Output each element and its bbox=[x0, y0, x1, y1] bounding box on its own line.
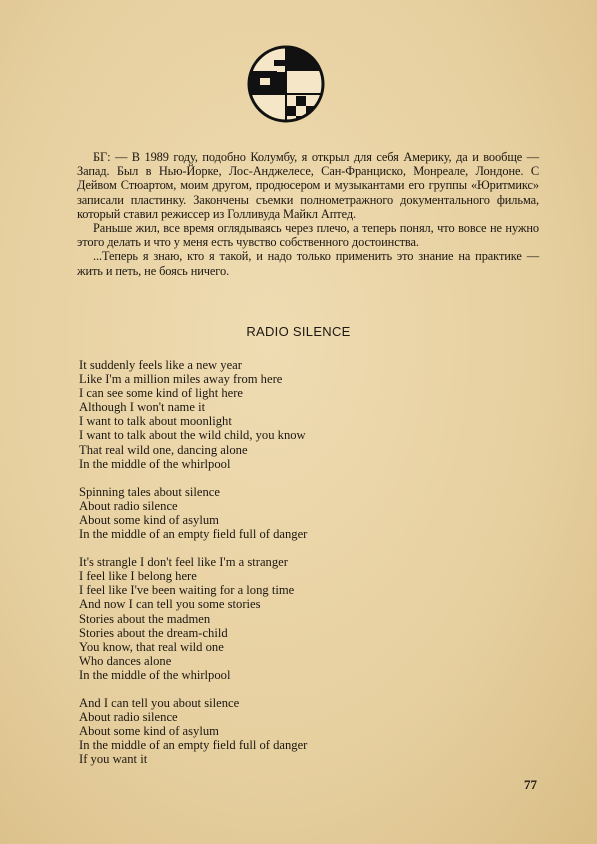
stanza bbox=[79, 485, 499, 541]
poem-line: And I can tell you about silence bbox=[79, 695, 240, 710]
poem-line: I feel like I belong here bbox=[79, 569, 197, 584]
poem-line: About radio silence bbox=[79, 498, 178, 513]
poem-line: Spinning tales about silence bbox=[79, 484, 220, 499]
poem-line: In the middle of the whirlpool bbox=[79, 667, 231, 682]
poem-title: RADIO SILENCE bbox=[246, 324, 351, 339]
poem-line: Like I'm a million miles away from here bbox=[79, 372, 283, 387]
page-number: 77 bbox=[524, 777, 537, 792]
poem-line: I feel like I've been waiting for a long time bbox=[79, 583, 295, 598]
poem-line: It's strangle I don't feel like I'm a stranger bbox=[79, 555, 288, 570]
intro-paragraph: БГ: — В 1989 году, подобно Колумбу, я открыл для себя Америку, да и вообще — Запад. Был в Нью-Йорке, Лос-Анджелесе, Сан-Франциско, Монреале, Лондоне. С Дейвом Стюартом, моим другом, продюсером и музыкантами его группы «Юритмикс» записали пластинку. Закончены съемки полнометражного документального фильма, который ставил режиссер из Голливуда Майкл Аптед. bbox=[77, 150, 539, 221]
poem-line: I want to talk about moonlight bbox=[79, 414, 232, 429]
poem-line: Although I won't name it bbox=[79, 400, 206, 415]
poem-line: I want to talk about the wild child, you know bbox=[79, 428, 306, 443]
stanza bbox=[79, 696, 499, 766]
poem-line: I can see some kind of light here bbox=[79, 386, 244, 401]
poem-line: It suddenly feels like a new year bbox=[79, 358, 242, 372]
emblem-icon bbox=[246, 44, 326, 124]
poem-line: And now I can tell you some stories bbox=[79, 597, 261, 612]
poem-line: Stories about the madmen bbox=[79, 611, 211, 626]
intro-paragraph: Раньше жил, все время оглядываясь через плечо, а теперь понял, что вовсе не нужно этого делать и что у меня есть чувство собственного достоинства. bbox=[77, 221, 539, 250]
poem-line: In the middle of an empty field full of danger bbox=[79, 527, 308, 542]
intro-paragraph: ...Теперь я знаю, кто я такой, и надо только применить это знание на практике — жить и петь, не боясь ничего. bbox=[77, 249, 539, 278]
poem-line: If you want it bbox=[79, 752, 148, 767]
poem-line: In the middle of the whirlpool bbox=[79, 456, 231, 471]
intro-text bbox=[77, 150, 539, 278]
poem bbox=[79, 358, 499, 780]
poem-line: About some kind of asylum bbox=[79, 724, 219, 739]
stanza bbox=[79, 555, 499, 682]
poem-line: Who dances alone bbox=[79, 653, 172, 668]
poem-line: That real wild one, dancing alone bbox=[79, 442, 248, 457]
poem-line: Stories about the dream-child bbox=[79, 625, 228, 640]
poem-line: In the middle of an empty field full of danger bbox=[79, 738, 308, 753]
poem-line: About radio silence bbox=[79, 710, 178, 725]
poem-line: About some kind of asylum bbox=[79, 512, 219, 527]
stanza bbox=[79, 358, 499, 471]
poem-line: You know, that real wild one bbox=[79, 639, 224, 654]
